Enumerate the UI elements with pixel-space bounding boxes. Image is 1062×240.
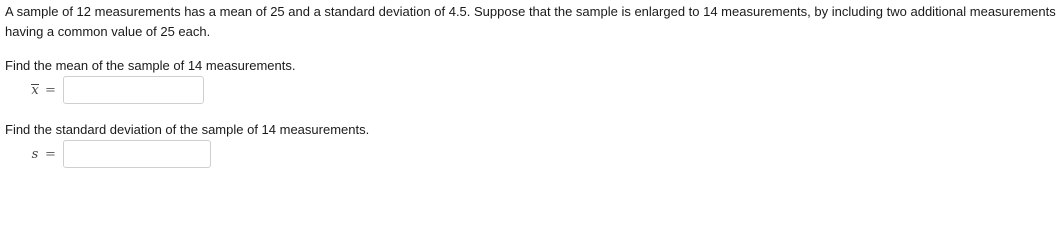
s-symbol: s: [31, 146, 39, 162]
problem-statement: A sample of 12 measurements has a mean of 25 and a standard deviation of 4.5. Suppose that the sample is enlarged to 14 measurements, by including two additional measurements having a common value of 25 each.: [5, 4, 1056, 39]
mean-input[interactable]: [63, 76, 204, 104]
mean-question: Find the mean of the sample of 14 measurements.: [5, 58, 296, 73]
equals-sign: =: [45, 82, 56, 98]
equals-sign: =: [45, 146, 56, 162]
std-dev-input[interactable]: [63, 140, 211, 168]
std-dev-answer-row: [30, 139, 211, 169]
std-dev-question: Find the standard deviation of the sample of 14 measurements.: [5, 122, 370, 137]
mean-answer-row: [30, 75, 204, 105]
x-bar-symbol: x: [31, 82, 39, 98]
